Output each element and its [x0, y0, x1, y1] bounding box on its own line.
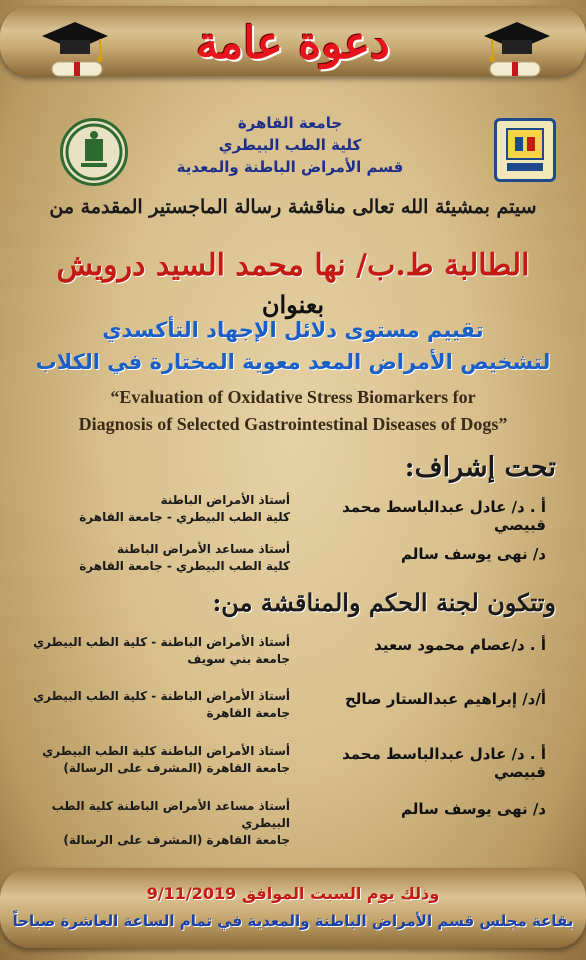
role-line: كلية الطب البيطري - جامعة القاهرة [79, 559, 290, 573]
thesis-english-line2: Diagnosis of Selected Gastrointestinal Diseases of Dogs” [78, 414, 508, 434]
intro-text: سيتم بمشيئة الله تعالى مناقشة رسالة الماجستير المقدمة من [49, 196, 537, 218]
role-line: جامعة القاهرة (المشرف على الرسالة) [63, 761, 290, 775]
committee-member-name: د/ نهى يوسف سالم [401, 800, 546, 818]
committee-member-name: أ . د/عصام محمود سعيد [374, 636, 546, 654]
faculty-name: كلية الطب البيطري [218, 136, 362, 154]
supervisor-name: د/ نهى يوسف سالم [401, 545, 546, 563]
invitation-title: دعوة عامة [196, 18, 390, 69]
defense-date: وذلك يوم السبت الموافق 9/11/2019 [146, 884, 440, 903]
supervisor-role [20, 541, 290, 575]
supervisor-role [20, 492, 290, 526]
supervision-heading: تحت إشراف: [404, 452, 556, 483]
committee-member-name: أ . د/ عادل عبدالباسط محمد قبيصي [342, 745, 546, 781]
university-name: جامعة القاهرة [237, 114, 343, 132]
department-name: قسم الأمراض الباطنة والمعدية [176, 158, 404, 176]
role-line: كلية الطب البيطري - جامعة القاهرة [79, 510, 290, 524]
faculty-logo [60, 118, 128, 186]
role-line: جامعة القاهرة (المشرف على الرسالة) [63, 833, 290, 847]
committee-member-name: أ/د/ إبراهيم عبدالستار صالح [344, 690, 546, 708]
defense-venue: بقاعة مجلس قسم الأمراض الباطنة والمعدية في تمام الساعة العاشرة صباحاً [12, 912, 574, 930]
role-line: جامعة القاهرة [206, 706, 290, 720]
role-line: أستاذ الأمراض الباطنة كلية الطب البيطري [42, 744, 290, 758]
university-logo [494, 118, 556, 182]
student-name: الطالبة ط.ب/ نها محمد السيد درويش [56, 248, 530, 283]
thesis-english-line1: “Evaluation of Oxidative Stress Biomarkers for [110, 387, 476, 407]
role-line: أستاذ مساعد الأمراض الباطنة كلية الطب البيطري [51, 799, 290, 830]
title-label: بعنوان [261, 290, 325, 319]
committee-member-role [20, 798, 290, 849]
supervisor-name: أ . د/ عادل عبدالباسط محمد قبيصي [342, 498, 546, 534]
committee-member-role [20, 688, 290, 722]
thesis-arabic-line2: لتشخيص الأمراض المعد معوية المختارة في الكلاب [35, 350, 551, 374]
institution-block [140, 112, 440, 178]
committee-member-role [20, 634, 290, 668]
role-line: أستاذ مساعد الأمراض الباطنة [117, 542, 290, 556]
role-line: جامعة بني سويف [187, 652, 290, 666]
committee-heading: وتتكون لجنة الحكم والمناقشة من: [212, 588, 556, 617]
scroll-bottom-roll [0, 868, 586, 948]
committee-member-role [20, 743, 290, 777]
role-line: أستاذ الأمراض الباطنة - كلية الطب البيطري [33, 689, 290, 703]
thesis-arabic-line1: تقييم مستوى دلائل الإجهاد التأكسدي [102, 318, 484, 342]
role-line: أستاذ الأمراض الباطنة [160, 493, 290, 507]
role-line: أستاذ الأمراض الباطنة - كلية الطب البيطري [33, 635, 290, 649]
